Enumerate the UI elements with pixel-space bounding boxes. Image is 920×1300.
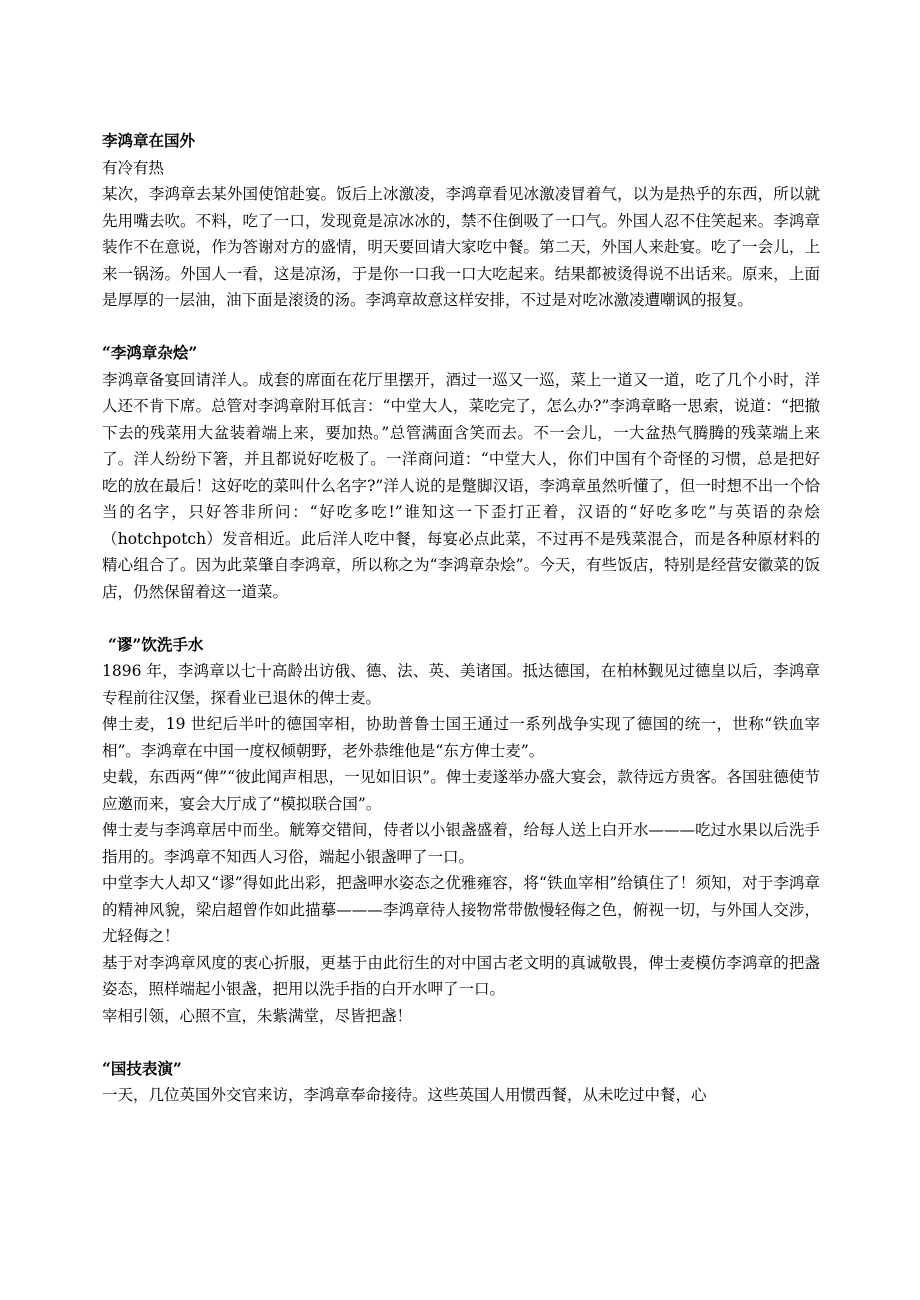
section-finger-bowl — [102, 632, 820, 1030]
paragraph: 某次，李鸿章去某外国使馆赴宴。饭后上冰激凌，李鸿章看见冰激凌冒着气，以为是热乎的东西，所以就先用嘴去吹。不料，吃了一口，发现竟是凉冰冰的，禁不住倒吸了一口气。外国人忍不住笑起来。李鸿章装作不在意说，作为答谢对方的盛情，明天要回请大家吃中餐。第二天，外国人来赴宴。吃了一会儿，上来一锅汤。外国人一看，这是凉汤，于是你一口我一口大吃起来。结果都被烫得说不出话来。原来，上面是厚厚的一层油，油下面是滚烫的汤。李鸿章故意这样安排，不过是对吃冰激凌遭嘲讽的报复。 — [102, 185, 820, 309]
paragraph: 中堂李大人却又“谬”得如此出彩，把盏呷水姿态之优雅雍容，将“铁血宰相”给镇住了！须知，对于李鸿章的精神风貌，梁启超曾作如此描摹———李鸿章待人接物常带傲慢轻侮之色，俯视一切，与外国人交涉，尤轻侮之！ — [102, 874, 820, 945]
paragraph: 一天，几位英国外交官来访，李鸿章奉命接待。这些英国人用惯西餐，从未吃过中餐，心 — [102, 1086, 707, 1104]
section-heading: “国技表演” — [102, 1058, 182, 1078]
section-li-hongzhang-chop-suey — [102, 340, 820, 605]
section-national-skill — [102, 1056, 820, 1109]
paragraph: 史载，东西两“俾”“彼此闻声相思，一见如旧识”。俾士麦遂举办盛大宴会，款待远方贵客。各国驻德使节应邀而来，宴会大厅成了“模拟联合国”。 — [102, 768, 820, 813]
paragraph: 宰相引领，心照不宣，朱紫满堂，尽皆把盏！ — [102, 1006, 413, 1025]
paragraph: 俾士麦，19 世纪后半叶的德国宰相，协助普鲁士国王通过一系列战争实现了德国的统一，世称“铁血宰相”。李鸿章在中国一度权倾朝野，老外恭维他是“东方俾士麦”。 — [102, 715, 820, 760]
paragraph: 俾士麦与李鸿章居中而坐。觥筹交错间，侍者以小银盏盛着，给每人送上白开水———吃过水果以后洗手指用的。李鸿章不知西人习俗，端起小银盏呷了一口。 — [102, 821, 820, 866]
document-page — [102, 128, 820, 1135]
paragraph: 李鸿章备宴回请洋人。成套的席面在花厅里摆开，酒过一巡又一巡，菜上一道又一道，吃了几个小时，洋人还不肯下席。总管对李鸿章附耳低言：“中堂大人，菜吃完了，怎么办?”李鸿章略一思索，说道：“把撤下去的残菜用大盆装着端上来，要加热。”总管满面含笑而去。不一会儿，一大盆热气腾腾的残菜端上来了。洋人纷纷下箸，并且都说好吃极了。一洋商问道：“中堂大人，你们中国有个奇怪的习惯，总是把好吃的放在最后！这好吃的菜叫什么名字?”洋人说的是蹩脚汉语，李鸿章虽然听懂了，但一时想不出一个恰当的名字，只好答非所问：“好吃多吃!”谁知这一下歪打正着，汉语的“好吃多吃”与英语的杂烩（hotchpotch）发音相近。此后洋人吃中餐，每宴必点此菜，不过再不是残菜混合，而是各种原材料的精心组合了。因为此菜肇自李鸿章，所以称之为“李鸿章杂烩”。今天，有些饭店，特别是经营安徽菜的饭店，仍然保留着这一道菜。 — [102, 370, 820, 601]
section-subtitle: 有冷有热 — [102, 158, 165, 177]
paragraph: 基于对李鸿章风度的衷心折服，更基于由此衍生的对中国古老文明的真诚敬畏，俾士麦模仿李鸿章的把盏姿态，照样端起小银盏，把用以洗手指的白开水呷了一口。 — [102, 953, 820, 998]
document-title: 李鸿章在国外 — [102, 131, 196, 150]
paragraph: 1896 年，李鸿章以七十高龄出访俄、德、法、英、美诸国。抵达德国，在柏林觐见过德皇以后，李鸿章专程前往汉堡，探看业已退休的俾士麦。 — [102, 662, 820, 707]
section-heading: “谬”饮洗手水 — [108, 634, 204, 654]
section-cold-hot — [102, 155, 820, 314]
section-heading: “李鸿章杂烩” — [102, 343, 198, 362]
